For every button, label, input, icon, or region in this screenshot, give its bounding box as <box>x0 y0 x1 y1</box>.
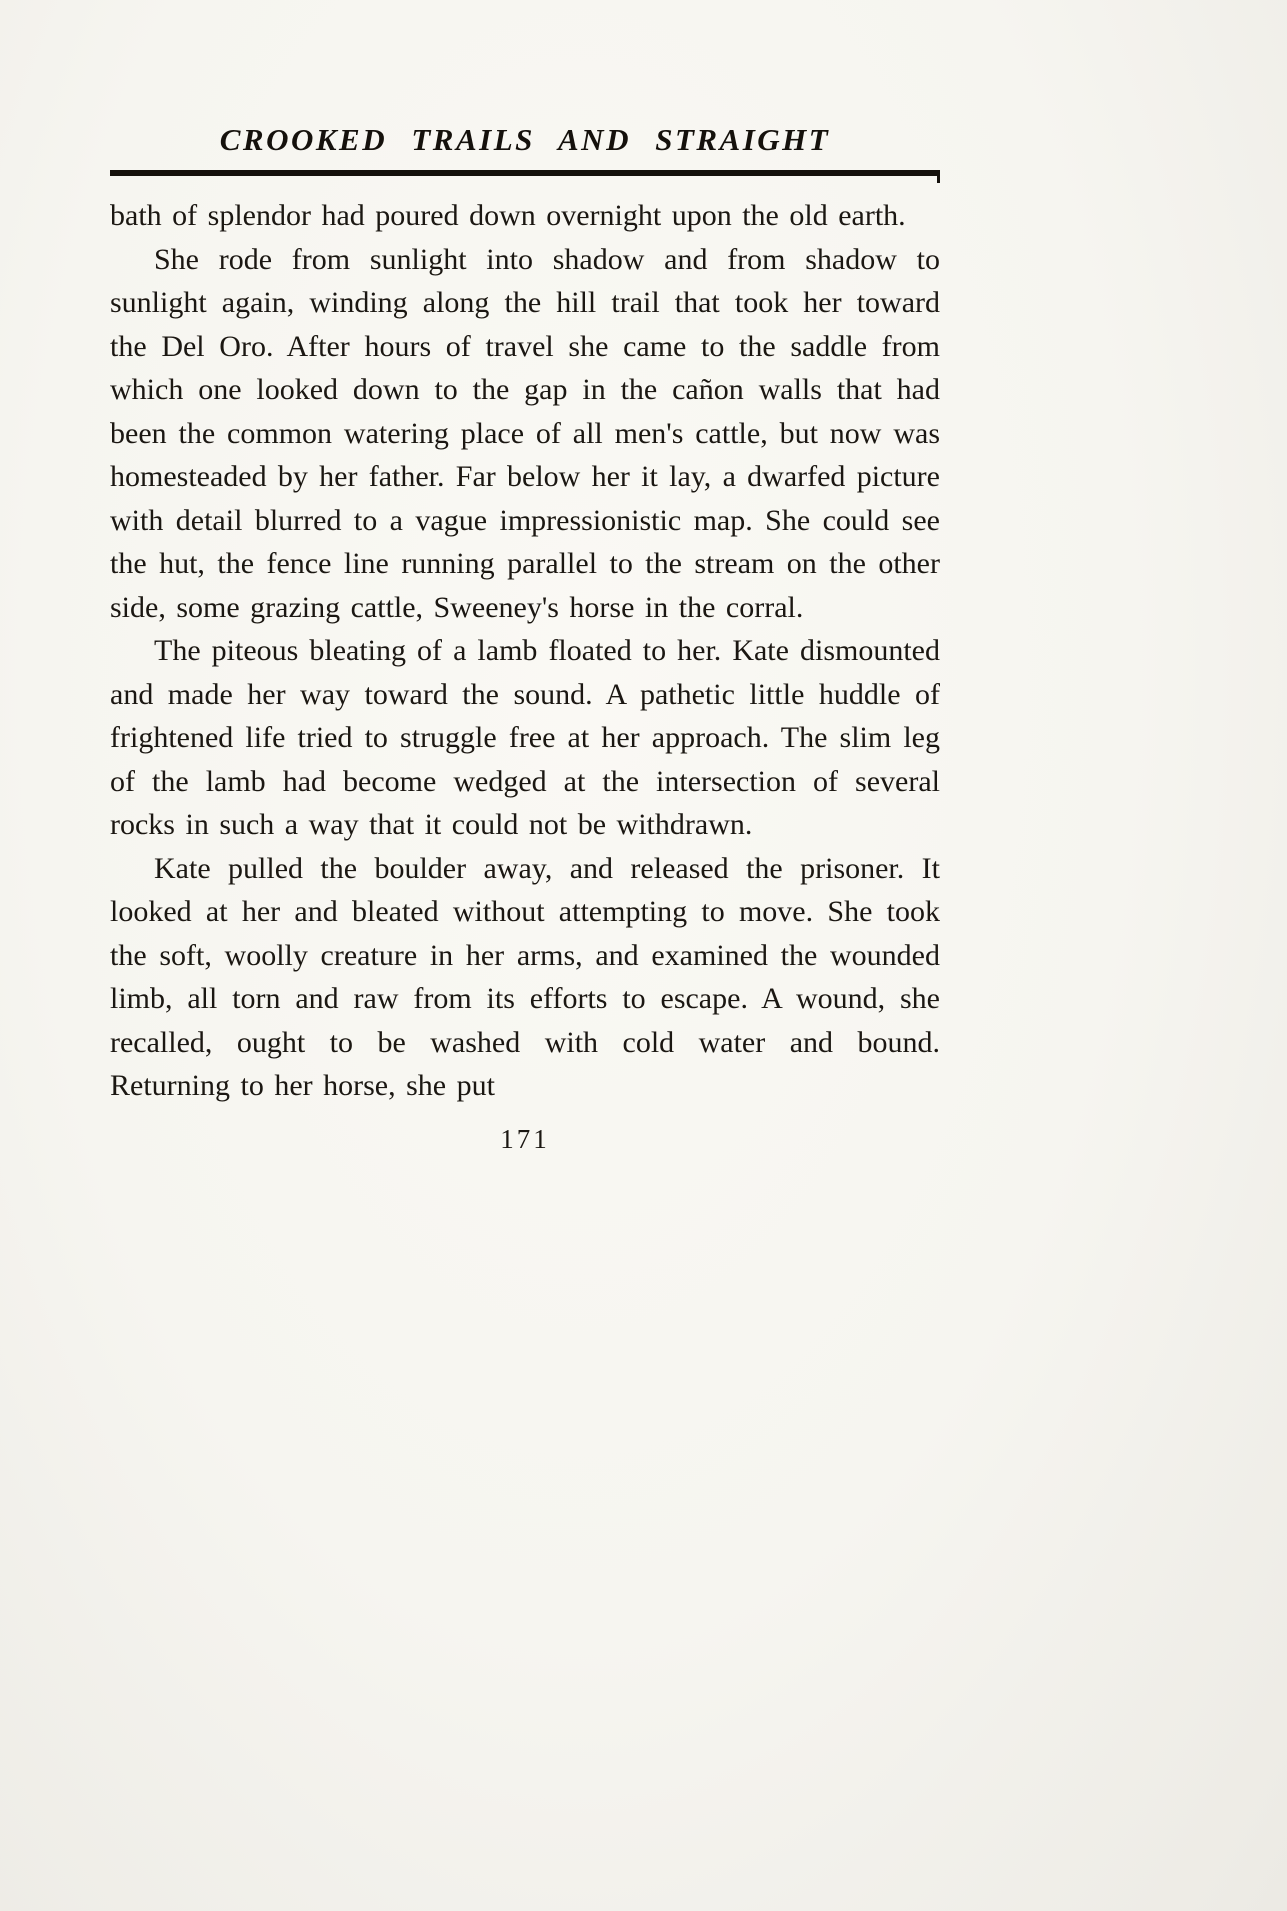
page-body <box>110 194 940 1108</box>
page-number: 171 <box>500 1123 550 1154</box>
paragraph: bath of splendor had poured down overnight upon the old earth. <box>110 199 906 232</box>
running-head: CROOKED TRAILS AND STRAIGHT <box>219 122 831 157</box>
paragraph: She rode from sunlight into shadow and from shadow to sunlight again, winding along the hill trail that took her toward the Del Oro. After hours of travel she came to the saddle from which one looked down to the gap in the cañon walls that had been the common watering place of all men's cattle, but now was homesteaded by her father. Far below her it lay, a dwarfed picture with detail blurred to a vague impressionistic map. She could see the hut, the fence line running parallel to the stream on the other side, some grazing cattle, Sweeney's horse in the corral. <box>110 242 940 624</box>
paragraph: The piteous bleating of a lamb floated to her. Kate dismounted and made her way toward the sound. A pathetic little huddle of frightened life tried to struggle free at her approach. The slim leg of the lamb had become wedged at the intersection of several rocks in such a way that it could not be withdrawn. <box>110 634 940 841</box>
header-rule <box>110 170 940 176</box>
text-block <box>110 122 940 1155</box>
paragraph: Kate pulled the boulder away, and released the prisoner. It looked at her and bleated without attempting to move. She took the soft, woolly creature in her arms, and examined the wounded limb, all torn and raw from its efforts to escape. A wound, she recalled, ought to be washed with cold water and bound. Returning to her horse, she put <box>110 851 940 1102</box>
